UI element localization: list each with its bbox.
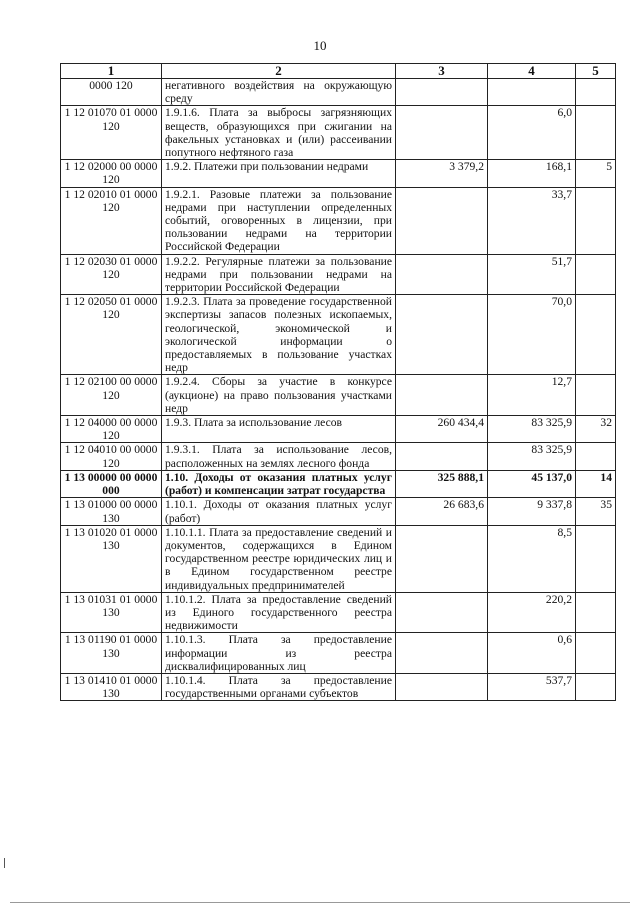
budget-code-cell: 1 12 02000 00 0000 120 bbox=[61, 160, 162, 187]
budget-table bbox=[60, 63, 616, 701]
plan-value-cell bbox=[396, 187, 488, 254]
budget-code-cell: 1 12 04000 00 0000 120 bbox=[61, 416, 162, 443]
margin-mark bbox=[4, 858, 5, 868]
plan-value-cell bbox=[396, 375, 488, 416]
actual-value-cell: 83 325,9 bbox=[488, 443, 576, 470]
table-row bbox=[61, 375, 616, 416]
description-cell: 1.9.2.2. Регулярные платежи за пользование недрами при пользовании недрами на территории Российской Федерации bbox=[162, 254, 396, 295]
plan-value-cell bbox=[396, 295, 488, 375]
percent-cell: 35 bbox=[576, 498, 616, 525]
plan-value-cell bbox=[396, 79, 488, 106]
plan-value-cell bbox=[396, 443, 488, 470]
table-row bbox=[61, 525, 616, 592]
percent-cell: 32 bbox=[576, 416, 616, 443]
actual-value-cell: 33,7 bbox=[488, 187, 576, 254]
percent-cell bbox=[576, 633, 616, 674]
header-row bbox=[61, 64, 616, 79]
percent-cell bbox=[576, 295, 616, 375]
actual-value-cell: 51,7 bbox=[488, 254, 576, 295]
table-row bbox=[61, 187, 616, 254]
bottom-rule bbox=[10, 902, 630, 903]
budget-code-cell: 1 12 04010 00 0000 120 bbox=[61, 443, 162, 470]
actual-value-cell: 220,2 bbox=[488, 592, 576, 633]
plan-value-cell bbox=[396, 592, 488, 633]
table-row bbox=[61, 79, 616, 106]
budget-code-cell: 1 12 02010 01 0000 120 bbox=[61, 187, 162, 254]
table-row bbox=[61, 470, 616, 497]
table-row bbox=[61, 443, 616, 470]
actual-value-cell: 9 337,8 bbox=[488, 498, 576, 525]
budget-code-cell: 1 13 00000 00 0000 000 bbox=[61, 470, 162, 497]
page-number: 10 bbox=[313, 38, 327, 53]
plan-value-cell: 26 683,6 bbox=[396, 498, 488, 525]
percent-cell: 14 bbox=[576, 470, 616, 497]
description-cell: 1.10.1.2. Плата за предоставление сведений из Единого государственного реестра недвижимости bbox=[162, 592, 396, 633]
plan-value-cell: 260 434,4 bbox=[396, 416, 488, 443]
percent-cell bbox=[576, 443, 616, 470]
percent-cell bbox=[576, 106, 616, 160]
description-cell: 1.9.3.1. Плата за использование лесов, расположенных на землях лесного фонда bbox=[162, 443, 396, 470]
budget-code-cell: 1 13 01020 01 0000 130 bbox=[61, 525, 162, 592]
description-cell: негативного воздействия на окружающую среду bbox=[162, 79, 396, 106]
percent-cell bbox=[576, 79, 616, 106]
percent-cell bbox=[576, 375, 616, 416]
description-cell: 1.9.1.6. Плата за выбросы загрязняющих веществ, образующихся при сжигании на факельных установках и (или) рассеивании попутного нефтяного газа bbox=[162, 106, 396, 160]
plan-value-cell bbox=[396, 254, 488, 295]
table-row bbox=[61, 498, 616, 525]
actual-value-cell: 0,6 bbox=[488, 633, 576, 674]
plan-value-cell bbox=[396, 525, 488, 592]
plan-value-cell bbox=[396, 673, 488, 700]
description-cell: 1.9.2.3. Плата за проведение государственной экспертизы запасов полезных ископаемых, геологической, экономической и экологической информации о предоставляемых в пользование участках недр bbox=[162, 295, 396, 375]
actual-value-cell bbox=[488, 79, 576, 106]
budget-code-cell: 1 12 02100 00 0000 120 bbox=[61, 375, 162, 416]
plan-value-cell: 3 379,2 bbox=[396, 160, 488, 187]
actual-value-cell: 8,5 bbox=[488, 525, 576, 592]
budget-code-cell: 0000 120 bbox=[61, 79, 162, 106]
description-cell: 1.10.1. Доходы от оказания платных услуг (работ) bbox=[162, 498, 396, 525]
actual-value-cell: 45 137,0 bbox=[488, 470, 576, 497]
table-row bbox=[61, 673, 616, 700]
table-row bbox=[61, 416, 616, 443]
actual-value-cell: 6,0 bbox=[488, 106, 576, 160]
description-cell: 1.9.3. Плата за использование лесов bbox=[162, 416, 396, 443]
description-cell: 1.9.2.4. Сборы за участие в конкурсе (аукционе) на право пользования участками недр bbox=[162, 375, 396, 416]
col-header-3: 3 bbox=[396, 64, 488, 79]
actual-value-cell: 83 325,9 bbox=[488, 416, 576, 443]
table-row bbox=[61, 592, 616, 633]
plan-value-cell: 325 888,1 bbox=[396, 470, 488, 497]
budget-code-cell: 1 12 02030 01 0000 120 bbox=[61, 254, 162, 295]
description-cell: 1.10.1.3. Плата за предоставление информации из реестра дисквалифицированных лиц bbox=[162, 633, 396, 674]
table-row bbox=[61, 160, 616, 187]
col-header-4: 4 bbox=[488, 64, 576, 79]
actual-value-cell: 537,7 bbox=[488, 673, 576, 700]
percent-cell: 5 bbox=[576, 160, 616, 187]
budget-code-cell: 1 13 01190 01 0000 130 bbox=[61, 633, 162, 674]
plan-value-cell bbox=[396, 106, 488, 160]
percent-cell bbox=[576, 673, 616, 700]
col-header-5: 5 bbox=[576, 64, 616, 79]
budget-code-cell: 1 13 01410 01 0000 130 bbox=[61, 673, 162, 700]
percent-cell bbox=[576, 254, 616, 295]
description-cell: 1.10.1.4. Плата за предоставление государственными органами субъектов bbox=[162, 673, 396, 700]
table-row bbox=[61, 106, 616, 160]
table-row bbox=[61, 295, 616, 375]
col-header-2: 2 bbox=[162, 64, 396, 79]
percent-cell bbox=[576, 187, 616, 254]
description-cell: 1.10.1.1. Плата за предоставление сведений и документов, содержащихся в Едином государственном реестре юридических лиц и в Едином государственном реестре индивидуальных предпринимателей bbox=[162, 525, 396, 592]
percent-cell bbox=[576, 525, 616, 592]
description-cell: 1.9.2.1. Разовые платежи за пользование недрами при наступлении определенных событий, оговоренных в лицензии, при пользовании недрами на территории Российской Федерации bbox=[162, 187, 396, 254]
budget-code-cell: 1 13 01000 00 0000 130 bbox=[61, 498, 162, 525]
budget-code-cell: 1 13 01031 01 0000 130 bbox=[61, 592, 162, 633]
description-cell: 1.9.2. Платежи при пользовании недрами bbox=[162, 160, 396, 187]
col-header-1: 1 bbox=[61, 64, 162, 79]
description-cell: 1.10. Доходы от оказания платных услуг (работ) и компенсации затрат государства bbox=[162, 470, 396, 497]
actual-value-cell: 168,1 bbox=[488, 160, 576, 187]
percent-cell bbox=[576, 592, 616, 633]
plan-value-cell bbox=[396, 633, 488, 674]
budget-code-cell: 1 12 02050 01 0000 120 bbox=[61, 295, 162, 375]
actual-value-cell: 12,7 bbox=[488, 375, 576, 416]
actual-value-cell: 70,0 bbox=[488, 295, 576, 375]
budget-code-cell: 1 12 01070 01 0000 120 bbox=[61, 106, 162, 160]
table-row bbox=[61, 254, 616, 295]
table-row bbox=[61, 633, 616, 674]
